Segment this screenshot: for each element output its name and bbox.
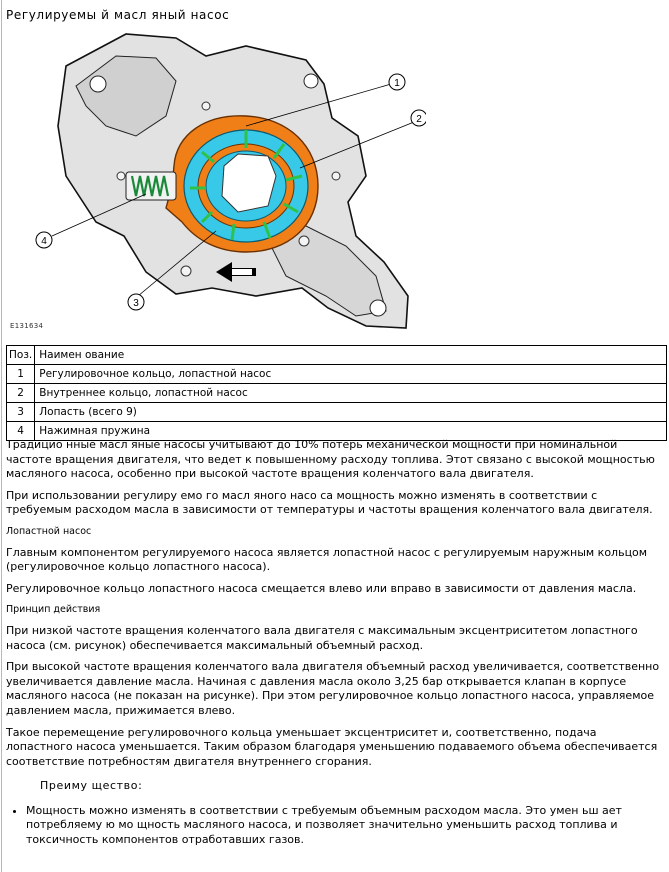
- advantage-heading: Преиму щество:: [40, 779, 143, 793]
- table-cell-name: Внутреннее кольцо, лопастной насос: [35, 384, 667, 403]
- article-body: [6, 438, 666, 848]
- page-left-rule: [1, 0, 2, 872]
- table-cell-num: 3: [7, 403, 35, 422]
- table-cell-name: Нажимная пружина: [35, 422, 667, 441]
- callout-3: [128, 294, 144, 310]
- table-header-row: [7, 346, 667, 365]
- table-row: [7, 403, 667, 422]
- table-cell-name: Регулировочное кольцо, лопастной насос: [35, 365, 667, 384]
- paragraph-ring-shift: Регулировочное кольцо лопастного насоса смещается влево или вправо в зависимости от давления масла.: [6, 581, 637, 595]
- table-header-name: Наимен ование: [35, 346, 667, 365]
- list-item: • Мощность можно изменять в соответствии с требуемым объемным расходом масла. Это умен ьш ает потребляему ю мо щность масляного насоса, и позволяет значительно уменьшить расход топлива и токсичность компонентов отработавших газов.: [26, 804, 666, 848]
- table-cell-num: 4: [7, 422, 35, 441]
- paragraph-eccentricity: Такое перемещение регулировочного кольца уменьшает эксцентриситет и, соответственно, подача лопастного насоса уменьшается. Таким образом благодаря уменьшению подаваемого объема обеспечивается соответствие потребностям двигателя внутреннего сгорания.: [6, 725, 658, 768]
- table-cell-num: 1: [7, 365, 35, 384]
- callout-1: [389, 74, 405, 90]
- paragraph-regulated: При использовании регулиру емо го масл яного насо са мощность можно изменять в соответствии с требуемым расходом масла в зависимости от температуры и частоты вращения коленчатого вала двигателя.: [6, 488, 653, 517]
- paragraph-high-speed: При высокой частоте вращения коленчатого вала двигателя объемный расход увеличивается, соответственно увеличивается давление масла. Начиная с давления масла около 3,25 бар открывается клапан в корпусе масляного насоса (не показан на рисунке). При этом регулировочное кольцо лопастного насоса, управляемое давлением масла, прижимается влево.: [6, 660, 660, 717]
- paragraph-intro: Традицио нные масл яные насосы учитывают до 10% потерь механической мощности при номинальной частоте вращения двигателя, что ведет к повышенному расходу топлива. Этот связано с высокой мощностью масляного насоса, особенно при высокой частоте вращения коленчатого вала двигателя.: [6, 438, 655, 481]
- callout-2: [411, 110, 426, 126]
- callout-4-label: 4: [41, 236, 47, 247]
- callout-4: [36, 232, 52, 248]
- page-title: Регулируемы й масл яный насос: [6, 8, 230, 22]
- oil-pump-illustration: [6, 26, 426, 338]
- parts-table: [6, 345, 667, 441]
- table-cell-name: Лопасть (всего 9): [35, 403, 667, 422]
- table-row: [7, 365, 667, 384]
- figure-code: E131634: [10, 322, 44, 330]
- callout-1-label: 1: [394, 78, 400, 89]
- table-row: [7, 384, 667, 403]
- subheading-vane-pump: Лопастной насос: [6, 525, 92, 537]
- table-cell-num: 2: [7, 384, 35, 403]
- advantage-list: [6, 804, 666, 848]
- pressure-spring: [126, 172, 176, 200]
- callout-2-label: 2: [416, 114, 422, 125]
- paragraph-main-component: Главным компонентом регулируемого насоса является лопастной насос с регулируемым наружным кольцом (регулировочное кольцо лопастного насоса).: [6, 545, 648, 574]
- paragraph-low-speed: При низкой частоте вращения коленчатого вала двигателя с максимальным эксцентриситетом лопастного насоса (см. рисунок) обеспечивается максимальный объемный расход.: [6, 623, 638, 652]
- callout-3-label: 3: [133, 298, 139, 309]
- subheading-principle: Принцип действия: [6, 604, 101, 616]
- table-header-pos: Поз.: [7, 346, 35, 365]
